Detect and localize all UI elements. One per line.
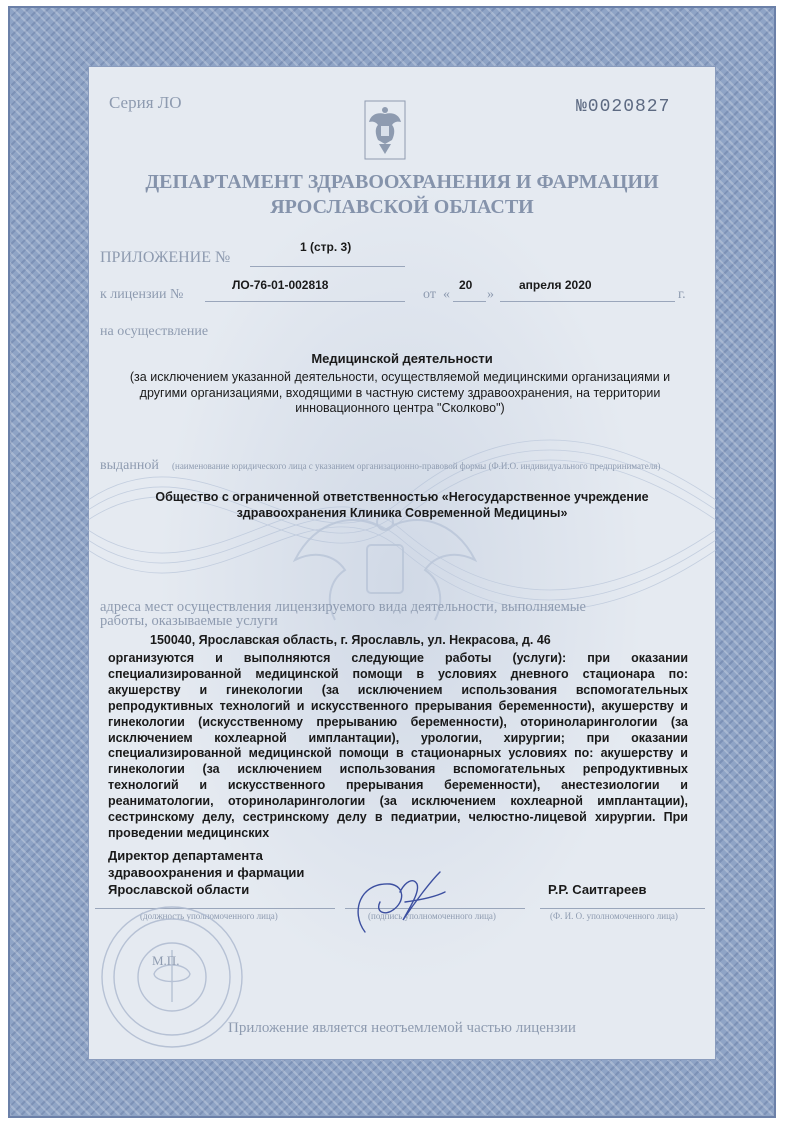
- signature-hint: (подпись уполномоченного лица): [368, 911, 496, 921]
- works-description: организуются и выполняются следующие работы (услуги): при оказании специализированной медицинской помощи в условиях дневного стационара по: акушерству и гинекологии (за исключением использования вспомогательных репродуктивных технологий и искусственного прерывания беременности), акушерству и гинекологии (искусственному прерыванию беременности), оториноларингологии (за исключением кохлеарной имплантации), урологии, хирургии; при оказании специализированной медицинской помощи в стационарных условиях по: акушерству и гинекологии (за исключением использования вспомогательных репродуктивных технологий и искусственного прерывания беременности), анестезиологии и реаниматологии, оториноларингологии (за исключением кохлеарной имплантации), сестринскому делу, сестринскому делу в педиатрии, челюстно-лицевой хирургии. При проведении медицинских: [108, 651, 688, 840]
- stamp-label: М.П.: [152, 953, 180, 968]
- signatory-position-line1: Директор департамента: [108, 848, 263, 863]
- addresses-label-line1: адреса мест осуществления лицензируемого вида деятельности, выполняемые: [100, 599, 586, 615]
- addresses-label-line2: работы, оказываемые услуги: [100, 613, 278, 629]
- signatory-name: Р.Р. Саитгареев: [548, 882, 647, 897]
- appendix-underline: [250, 266, 405, 267]
- organization-line2: здравоохранения Клиника Современной Медицины»: [236, 506, 568, 520]
- issued-label: выданной: [100, 458, 159, 473]
- license-month-year: апреля 2020: [519, 278, 592, 292]
- appendix-value: 1 (стр. 3): [300, 240, 352, 254]
- signatory-position-line2: здравоохранения и фармации: [108, 865, 305, 880]
- quote-open: «: [443, 287, 450, 302]
- activity-title: Медицинской деятельности: [311, 351, 493, 366]
- license-number: ЛО-76-01-002818: [232, 278, 329, 292]
- name-hint: (Ф. И. О. уполномоченного лица): [550, 911, 678, 921]
- organization-line1: Общество с ограниченной ответственностью «Негосударственное учреждение: [155, 490, 649, 504]
- license-month-underline: [500, 301, 675, 302]
- series-label: Серия ЛО: [109, 93, 182, 112]
- name-underline: [540, 908, 705, 909]
- department-title-line2: ЯРОСЛАВСКОЙ ОБЛАСТИ: [270, 196, 534, 218]
- license-day-underline: [453, 301, 486, 302]
- coat-of-arms-icon: [364, 100, 406, 160]
- department-title-line1: ДЕПАРТАМЕНТ ЗДРАВООХРАНЕНИЯ И ФАРМАЦИИ: [145, 171, 659, 193]
- license-year-suffix: г.: [678, 287, 686, 302]
- handwritten-signature: [345, 862, 465, 942]
- license-day: 20: [459, 278, 473, 292]
- address: 150040, Ярославская область, г. Ярославль, ул. Некрасова, д. 46: [150, 633, 551, 647]
- activity-note: (за исключением указанной деятельности, осуществляемой медицинскими организациями и другими организациями, входящими в частную систему здравоохранения, на территории инновационного центра "Сколково"): [129, 370, 671, 415]
- quote-close: »: [487, 287, 494, 302]
- form-number: №0020827: [576, 97, 671, 117]
- activity-label: на осуществление: [100, 324, 209, 339]
- footer-note: Приложение является неотъемлемой частью лицензии: [228, 1020, 576, 1036]
- issued-hint: (наименование юридического лица с указанием организационно-правовой формы (Ф.И.О. индивидуального предпринимателя): [172, 461, 661, 471]
- license-label: к лицензии №: [100, 287, 184, 302]
- license-from-label: от: [423, 287, 436, 302]
- license-number-underline: [205, 301, 405, 302]
- signatory-position-line3: Ярославской области: [108, 882, 250, 897]
- position-hint: (должность уполномоченного лица): [140, 911, 278, 921]
- appendix-label: ПРИЛОЖЕНИЕ №: [100, 249, 231, 266]
